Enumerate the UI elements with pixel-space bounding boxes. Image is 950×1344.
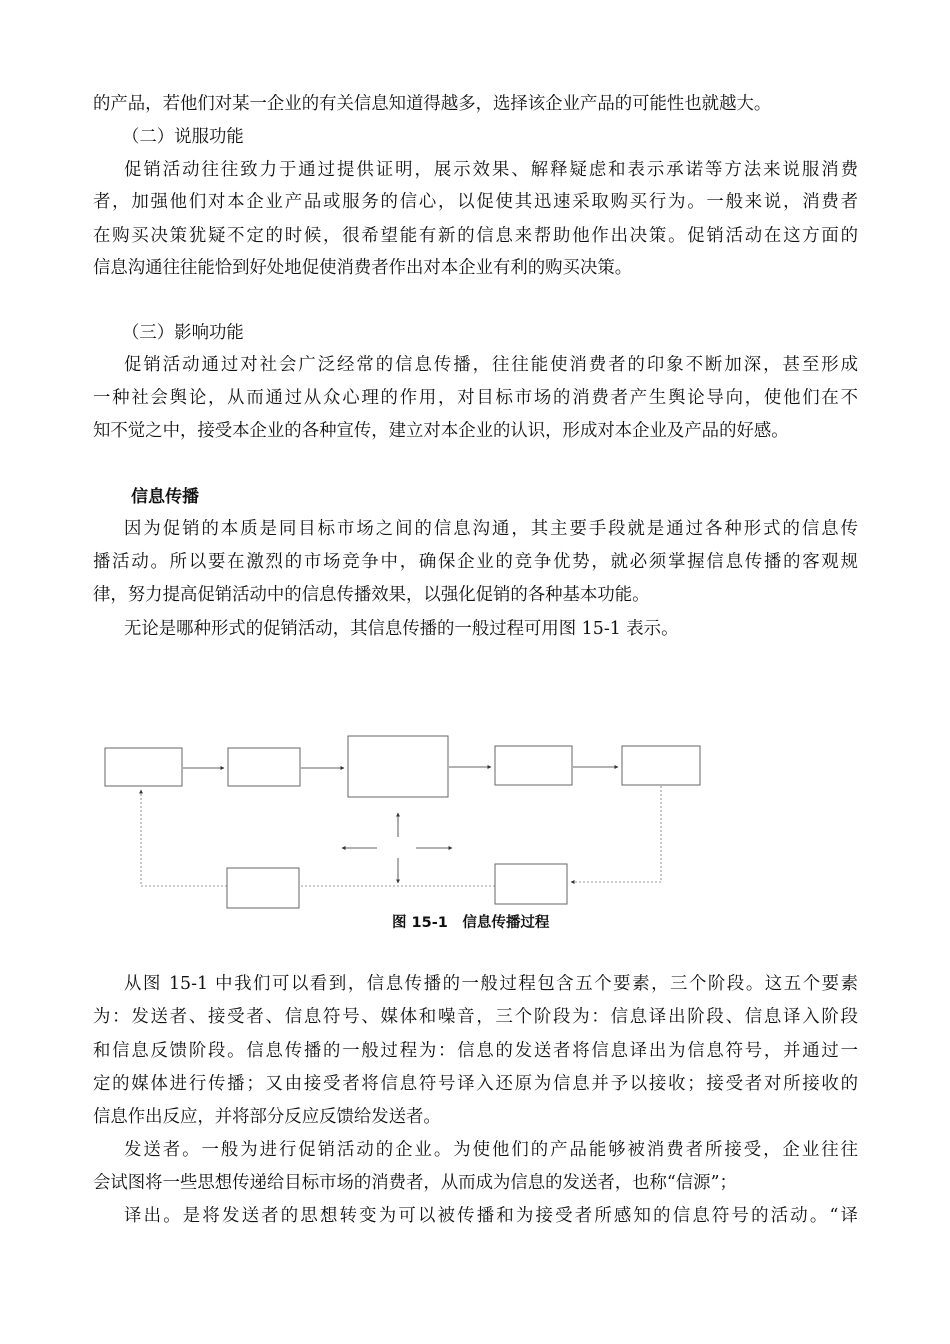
paragraph-line: 者，加强他们对本企业产品或服务的信心，以促使其迅速采取购买行为。一般来说，消费者: [93, 192, 858, 212]
section-heading-influence: （三）影响功能: [122, 323, 244, 343]
paragraph-line: 一种社会舆论，从而通过从众心理的作用，对目标市场的消费者产生舆论导向，使他们在不: [93, 388, 858, 408]
paragraph-line: 信息沟通往往能恰到好处地促使消费者作出对本企业有利的购买决策。: [93, 258, 633, 278]
section-heading-persuasion: （二）说服功能: [122, 127, 244, 147]
paragraph-line: 信息作出反应，并将部分反应反馈给发送者。: [93, 1107, 441, 1127]
paragraph-line: 译出。是将发送者的思想转变为可以被传播和为接受者所感知的信息符号的活动。“译: [124, 1206, 858, 1226]
diagram-box-feedback: [227, 868, 299, 908]
paragraph-line: 因为促销的本质是同目标市场之间的信息沟通，其主要手段就是通过各种形式的信息传: [124, 519, 858, 539]
figure-caption: 图 15-1 信息传播过程: [392, 915, 550, 931]
paragraph-line: 播活动。所以要在激烈的市场竞争中，确保企业的竞争优势，就必须掌握信息传播的客观规: [93, 552, 858, 572]
paragraph-line: 知不觉之中，接受本企业的各种宣传，建立对本企业的认识，形成对本企业及产品的好感。: [93, 421, 789, 441]
diagram-box-receiver: [622, 746, 700, 785]
paragraph-line: 促销活动往往致力于通过提供证明，展示效果、解释疑虑和表示承诺等方法来说服消费: [124, 160, 858, 180]
paragraph-line: 无论是哪种形式的促销活动，其信息传播的一般过程可用图 15-1 表示。: [124, 619, 679, 639]
paragraph-line: 定的媒体进行传播；又由接受者将信息符号译入还原为信息并予以接收；接受者对所接收的: [93, 1074, 858, 1094]
diagram-box-decoding: [495, 746, 572, 785]
diagram-box-encoding: [228, 748, 300, 786]
paragraph-line: 和信息反馈阶段。信息传播的一般过程为：信息的发送者将信息译出为信息符号，并通过一: [93, 1041, 858, 1061]
section-heading-information: 信息传播: [131, 487, 199, 507]
paragraph-line: 律，努力提高促销活动中的信息传播效果，以强化促销的各种基本功能。: [93, 585, 650, 605]
paragraph-line: 促销活动通过对社会广泛经常的信息传播，往往能使消费者的印象不断加深，甚至形成: [124, 355, 858, 375]
paragraph-line: 在购买决策犹疑不定的时候，很希望能有新的信息来帮助他作出决策。促销活动在这方面的: [93, 226, 858, 246]
diagram-feedback-line: [571, 786, 661, 882]
diagram-box-media: [348, 736, 448, 797]
paragraph-line: 发送者。一般为进行促销活动的企业。为使他们的产品能够被消费者所接受，企业往往: [124, 1140, 858, 1160]
paragraph-line: 为：发送者、接受者、信息符号、媒体和噪音，三个阶段为：信息译出阶段、信息译入阶段: [93, 1007, 858, 1027]
diagram-box-sender: [105, 748, 182, 786]
paragraph-line: 会试图将一些思想传递给目标市场的消费者，从而成为信息的发送者，也称“信源”；: [93, 1173, 737, 1193]
diagram-feedback-line: [141, 790, 227, 886]
diagram-box-response: [495, 864, 567, 904]
paragraph-line: 的产品，若他们对某一企业的有关信息知道得越多，选择该企业产品的可能性也就越大。: [93, 94, 772, 114]
paragraph-line: 从图 15-1 中我们可以看到，信息传播的一般过程包含五个要素，三个阶段。这五个要素: [124, 974, 858, 994]
